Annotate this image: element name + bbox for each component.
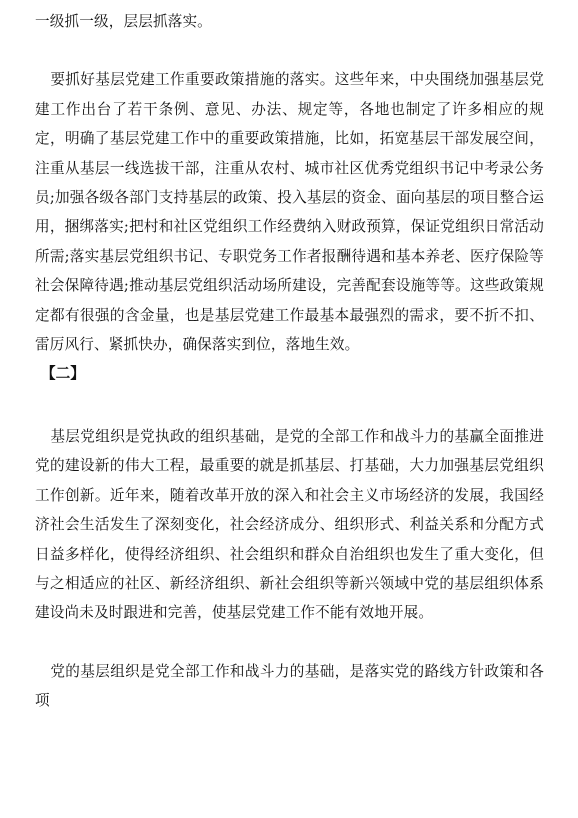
paragraph-party-foundation: 党的基层组织是党全部工作和战斗力的基础，是落实党的路线方针政策和各项 — [35, 662, 544, 710]
paragraph-policy-implementation: 要抓好基层党建工作重要政策措施的落实。这些年来，中央围绕加强基层党建工作出台了若干条例、意见、办法、规定等，各地也制定了许多相应的规定，明确了基层党建工作中的重要政策措施，比如，拓宽基层干部发展空间，注重从基层一线选拔干部，注重从农村、城市社区优秀党组织书记中考录公务员;加强各级各部门支持基层的政策、投入基层的资金、面向基层的项目整合运用，捆绑落实;把村和社区党组织工作经费纳入财政预算，保证党组织日常活动所需;落实基层党组织书记、专职党务工作者报酬待遇和基本养老、医疗保险等社会保障待遇;推动基层党组织活动场所建设，完善配套设施等等。这些政策规定都有很强的含金量，也是基层党建工作最基本最强烈的需求，要不折不扣、雷厉风行、紧抓快办，确保落实到位，落地生效。 — [35, 71, 544, 354]
paragraph-organization-foundation: 基层党组织是党执政的组织基础，是党的全部工作和战斗力的基赢全面推进党的建设新的伟大工程，最重要的就是抓基层、打基础，大力加强基层党组织工作创新。近年来，随着改革开放的深入和社会主义市场经济的发展，我国经济社会生活发生了深刻变化，社会经济成分、组织形式、利益关系和分配方式日益多样化，使得经济组织、社会组织和群众自治组织也发生了重大变化，但与之相适应的社区、新经济组织、新社会组织等新兴领域中党的基层组织体系建设尚未及时跟进和完善，使基层党建工作不能有效地开展。 — [35, 427, 544, 622]
paragraph-intro-line: 一级抓一级，层层抓落实。 — [35, 13, 212, 30]
section-heading: 【二】 — [41, 365, 85, 383]
